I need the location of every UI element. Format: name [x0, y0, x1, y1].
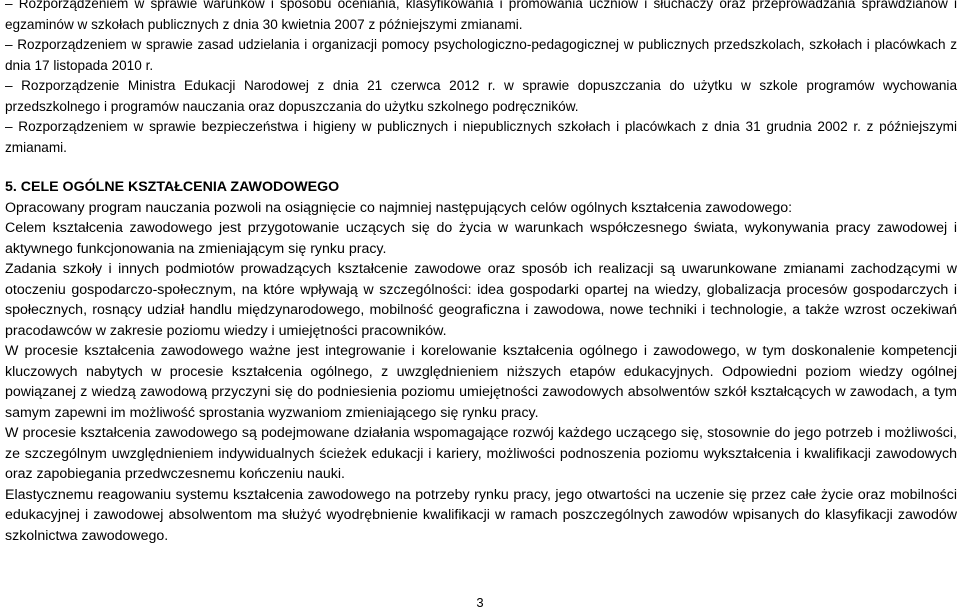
regulation-item-1: – Rozporządzeniem w sprawie warunków i sposobu oceniania, klasyfikowania i promowania uczniów i słuchaczy oraz przeprowadzania sprawdzianów i egzaminów w szkołach publicznych z dnia 30 kwietnia 2007 z późniejszymi zmianami. — [5, 0, 957, 32]
paragraph-6: Elastycznemu reagowaniu systemu kształcenia zawodowego na potrzeby rynku pracy, jego otwartości na uczenie się przez całe życie oraz mobilności edukacyjnej i zawodowej absolwentom ma służyć wyodrębnienie kwalifikacji w ramach poszczególnych zawodów wpisanych do klasyfikacji zawodów szkolnictwa zawodowego. — [5, 486, 957, 544]
paragraph-3: Zadania szkoły i innych podmiotów prowadzących kształcenie zawodowe oraz sposób ich realizacji są uwarunkowane zmianami zachodzącymi w otoczeniu gospodarczo-społecznym, na które wpływają w szczególności: idea gospodarki opartej na wiedzy, globalizacja procesów gospodarczych i społecznych, rosnący udział handlu międzynarodowego, mobilność geograficzna i zawodowa, nowe techniki i technologie, a także wzrost oczekiwań pracodawców w zakresie poziomu wiedzy i umiejętności pracowników. — [5, 261, 957, 339]
regulation-item-4: – Rozporządzeniem w sprawie bezpieczeństwa i higieny w publicznych i niepublicznych szkołach i placówkach z dnia 31 grudnia 2002 r. z późniejszymi zmianami. — [5, 119, 957, 155]
paragraph-5: W procesie kształcenia zawodowego są podejmowane działania wspomagające rozwój każdego uczącego się, stosownie do jego potrzeb i możliwości, ze szczególnym uwzględnieniem indywidualnych ścieżek edukacji i kariery, możliwości podnoszenia poziomu wykształcenia i kwalifikacji zawodowych oraz zapobiegania przedwczesnemu kończeniu nauki. — [5, 425, 957, 482]
regulation-item-3: – Rozporządzenie Ministra Edukacji Narodowej z dnia 21 czerwca 2012 r. w sprawie dopuszczania do użytku w szkole programów wychowania przedszkolnego i programów nauczania oraz dopuszczania do użytku szkolnego podręczników. — [5, 78, 957, 114]
section-goals — [5, 177, 957, 546]
page-number: 3 — [476, 595, 484, 610]
regulation-item-2: – Rozporządzeniem w sprawie zasad udzielania i organizacji pomocy psychologiczno-pedagogicznej w publicznych przedszkolach, szkołach i placówkach z dnia 17 listopada 2010 r. — [5, 37, 957, 73]
regulations-list — [5, 0, 957, 158]
paragraph-1: Opracowany program nauczania pozwoli na osiągnięcie co najmniej następujących celów ogólnych kształcenia zawodowego: — [5, 199, 793, 216]
section-heading: 5. CELE OGÓLNE KSZTAŁCENIA ZAWODOWEGO — [5, 179, 340, 195]
document-page — [5, 0, 957, 546]
paragraph-2: Celem kształcenia zawodowego jest przygotowanie uczących się do życia w warunkach współczesnego świata, wykonywania pracy zawodowej i aktywnego funkcjonowania na zmieniającym się rynku pracy. — [5, 220, 957, 257]
paragraph-4: W procesie kształcenia zawodowego ważne jest integrowanie i korelowanie kształcenia ogólnego i zawodowego, w tym doskonalenie kompetencji kluczowych nabytych w procesie kształcenia ogólnego, z uwzględnieniem niższych etapów edukacyjnych. Odpowiedni poziom wiedzy ogólnej powiązanej z wiedzą zawodową przyczyni się do podniesienia poziomu umiejętności zawodowych absolwentów szkół kształcących w zawodach, a tym samym zapewni im możliwość sprostania wyzwaniom zmieniającego się rynku pracy. — [5, 343, 957, 421]
